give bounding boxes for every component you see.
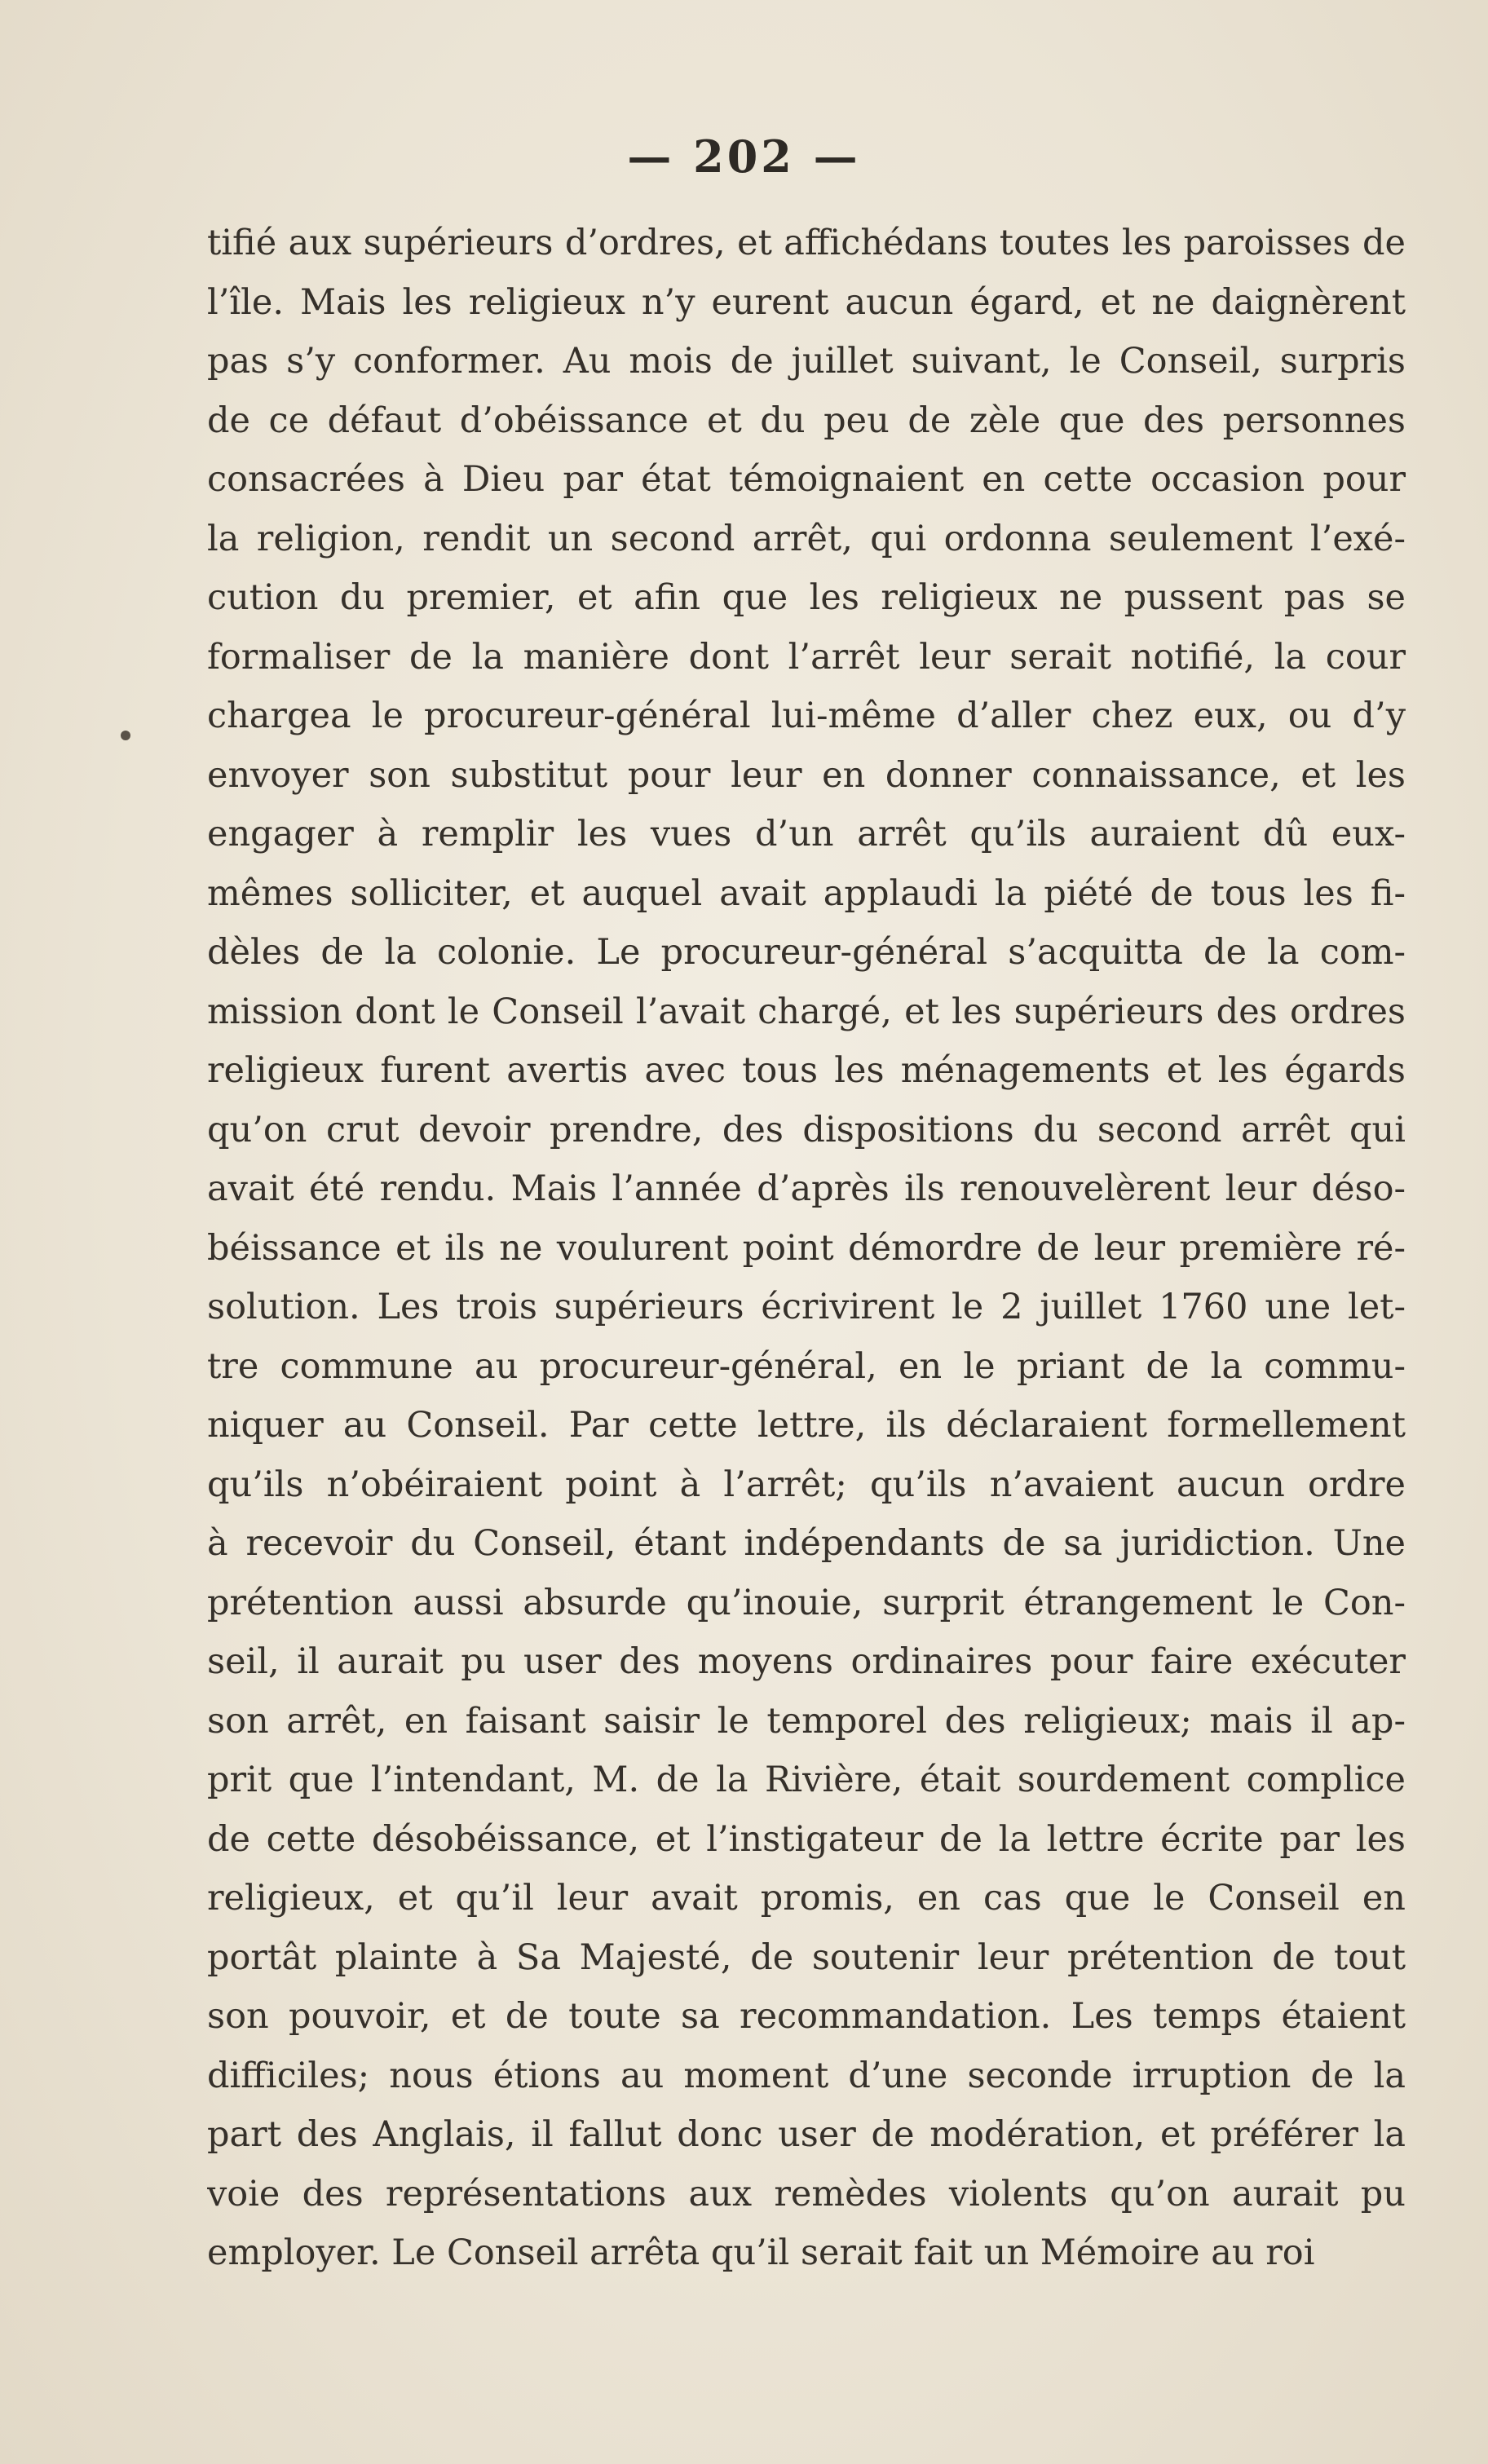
text-line: niquer au Conseil. Par cette lettre, ils déclaraient formellement xyxy=(207,1405,1406,1446)
text-line: qu’on crut devoir prendre, des dispositions du second arrêt qui xyxy=(207,1109,1406,1150)
text-line: dèles de la colonie. Le procureur-général s’acquitta de la com- xyxy=(207,932,1406,973)
text-line: prit que l’intendant, M. de la Rivière, était sourdement complice xyxy=(207,1760,1406,1800)
text-line: prétention aussi absurde qu’inouie, surprit étrangement le Con- xyxy=(207,1582,1406,1623)
text-line: son arrêt, en faisant saisir le temporel des religieux; mais il ap- xyxy=(207,1700,1406,1742)
text-line: avait été rendu. Mais l’année d’après ils renouvelèrent leur déso- xyxy=(207,1168,1406,1209)
text-line: son pouvoir, et de toute sa recommandation. Les temps étaient xyxy=(207,1996,1406,2037)
text-line: engager à remplir les vues d’un arrêt qu’ils auraient dû eux- xyxy=(207,814,1406,854)
text-line: de ce défaut d’obéissance et du peu de zèle que des personnes xyxy=(207,400,1406,441)
text-line: cution du premier, et afin que les religieux ne pussent pas se xyxy=(207,577,1406,618)
text-line: qu’ils n’obéiraient point à l’arrêt; qu’ils n’avaient aucun ordre xyxy=(207,1464,1406,1505)
text-line: religieux, et qu’il leur avait promis, en cas que le Conseil en xyxy=(207,1878,1406,1919)
text-line: béissance et ils ne voulurent point démordre de leur première ré- xyxy=(207,1227,1406,1269)
text-line: seil, il aurait pu user des moyens ordinaires pour faire exécuter xyxy=(207,1641,1406,1682)
text-line: difficiles; nous étions au moment d’une seconde irruption de la xyxy=(207,2055,1406,2096)
text-line: chargea le procureur-général lui-même d’aller chez eux, ou d’y xyxy=(207,695,1406,736)
body-text xyxy=(207,214,1406,2283)
text-line: portât plainte à Sa Majesté, de soutenir leur prétention de tout xyxy=(207,1936,1406,1978)
page-number: — 202 — xyxy=(627,130,861,183)
text-line: consacrées à Dieu par état témoignaient en cette occasion pour xyxy=(207,459,1406,500)
text-line: mission dont le Conseil l’avait chargé, et les supérieurs des ordres xyxy=(207,991,1406,1032)
text-line: pas s’y conformer. Au mois de juillet suivant, le Conseil, surpris xyxy=(207,341,1406,382)
text-line: religieux furent avertis avec tous les ménagements et les égards xyxy=(207,1050,1406,1091)
text-line: formaliser de la manière dont l’arrêt leur serait notifié, la cour xyxy=(207,636,1406,678)
text-line: l’île. Mais les religieux n’y eurent aucun égard, et ne daignèrent xyxy=(207,281,1406,323)
text-line: mêmes solliciter, et auquel avait applaudi la piété de tous les fi- xyxy=(207,872,1406,914)
ink-speck xyxy=(121,731,130,740)
text-line: tifié aux supérieurs d’ordres, et affichédans toutes les paroisses de xyxy=(207,223,1406,263)
text-line: voie des représentations aux remèdes violents qu’on aurait pu xyxy=(207,2173,1406,2215)
text-line: part des Anglais, il fallut donc user de modération, et préférer la xyxy=(207,2114,1406,2155)
text-line: à recevoir du Conseil, étant indépendants de sa juridiction. Une xyxy=(207,1523,1406,1564)
text-line: de cette désobéissance, et l’instigateur de la lettre écrite par les xyxy=(207,1818,1406,1860)
text-line: envoyer son substitut pour leur en donner connaissance, et les xyxy=(207,754,1406,796)
text-line: tre commune au procureur-général, en le priant de la commu- xyxy=(207,1345,1406,1387)
text-line: la religion, rendit un second arrêt, qui ordonna seulement l’exé- xyxy=(207,518,1406,559)
text-line: employer. Le Conseil arrêta qu’il serait fait un Mémoire au roi xyxy=(207,2232,1315,2273)
text-line: solution. Les trois supérieurs écrivirent le 2 juillet 1760 une let- xyxy=(207,1287,1406,1327)
